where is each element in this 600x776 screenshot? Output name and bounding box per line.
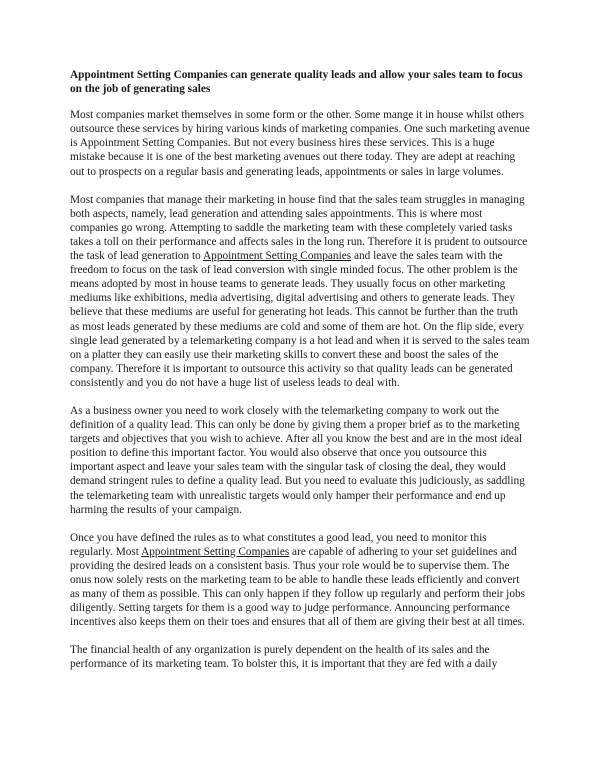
appointment-setting-link[interactable]: Appointment Setting Companies [203, 250, 352, 263]
paragraph-3 [70, 404, 530, 517]
paragraph-3-text: As a business owner you need to work closely with the telemarketing company to work out the definition of a quality lead. This can only be done by giving them a proper brief as to the marketing targets and objectives that you wish to achieve. After all you know the best and are in the most ideal position to define this important factor. You would also observe that once you outsource this important aspect and leave your sales team with the singular task of closing the deal, they would demand stringent rules to define a quality lead. But you need to evaluate this judiciously, as saddling the telemarketing team with unrealistic targets would only hamper their performance and end up harming the results of your campaign. [70, 404, 525, 516]
paragraph-1 [70, 108, 530, 178]
paragraph-4-text-after: are capable of adhering to your set guidelines and providing the desired leads on a consistent basis. Thus your role would be to supervise them. The onus now solely rests on the marketing team to be able to handle these leads efficiently and convert as many of them as possible. This can only happen if they follow up regularly and perform their jobs diligently. Setting targets for them is a good way to judge performance. Announcing performance incentives also keeps them on their toes and ensures that all of them are giving their best at all times. [70, 545, 526, 629]
document-page [70, 68, 530, 686]
paragraph-2-text-before: Most companies that manage their marketing in house find that the sales team struggles in managing both aspects, namely, lead generation and attending sales appointments. This is where most companies go wrong. Attempting to saddle the marketing team with these completely varied tasks takes a toll on their performance and affects sales in the long run. Therefore it is prudent to outsource the task of lead generation to [70, 193, 528, 263]
paragraph-2 [70, 193, 530, 390]
paragraph-5 [70, 643, 530, 671]
paragraph-5-text: The financial health of any organization is purely dependent on the health of its sales and the performance of its marketing team. To bolster this, it is important that they are fed with a daily [70, 644, 498, 671]
paragraph-2-text-after: and leave the sales team with the freedom to focus on the task of lead conversion with single minded focus. The other problem is the means adopted by most in house teams to generate leads. They usually focus on other marketing mediums like exhibitions, media advertising, digital advertising and others to generate leads. They believe that these mediums are useful for generating hot leads. This cannot be further than the truth as most leads generated by these mediums are cold and some of them are hot. On the flip side, every single lead generated by a telemarketing company is a hot lead and when it is served to the sales team on a platter they can easily use their marketing skills to convert these and boost the sales of the company. Therefore it is important to outsource this activity so that quality leads can be generated consistently and you do not have a huge list of useless leads to deal with. [70, 250, 530, 389]
paragraph-4-text-before: Once you have defined the rules as to what constitutes a good lead, you need to monitor this regularly. Most [70, 531, 487, 558]
appointment-setting-link[interactable]: Appointment Setting Companies [141, 545, 290, 558]
document-title: Appointment Setting Companies can generate quality leads and allow your sales team to focus on the job of generating sales [70, 69, 523, 96]
paragraph-4 [70, 531, 530, 630]
paragraph-1-text: Most companies market themselves in some form or the other. Some mange it in house whilst others outsource these services by hiring various kinds of marketing companies. One such marketing avenue is Appointment Setting Companies. But not every business hires these services. This is a huge mistake because it is one of the best marketing avenues out there today. They are adept at reaching out to prospects on a regular basis and generating leads, appointments or sales in large volumes. [70, 109, 530, 178]
